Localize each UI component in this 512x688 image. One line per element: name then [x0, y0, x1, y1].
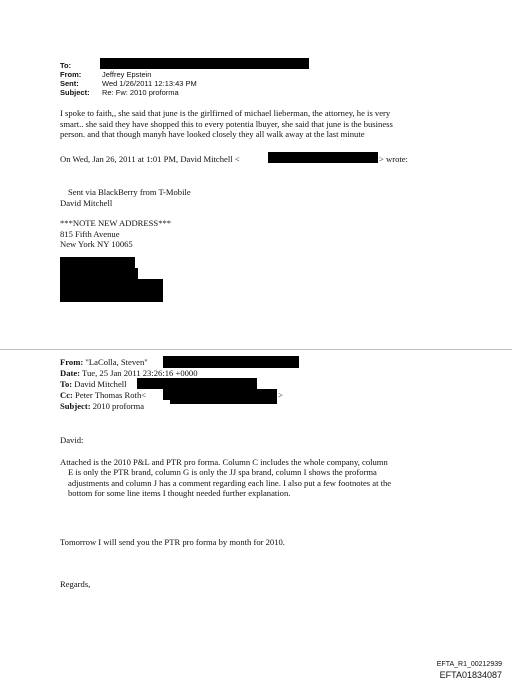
para1-line-2: E is only the PTR brand, column G is only the JJ spa brand, column I shows the proforma — [68, 467, 377, 478]
closing: Regards, — [60, 579, 91, 589]
para1-line-4: bottom for some line items I thought needed further explanation. — [68, 488, 291, 499]
section-divider — [0, 349, 512, 350]
bates-number-2: EFTA01834087 — [439, 670, 502, 680]
quote-intro-prefix: On Wed, Jan 26, 2011 at 1:01 PM, David Mitchell < — [60, 154, 240, 164]
address-street: 815 Fifth Avenue — [60, 228, 120, 239]
fwd-to-label: To: — [60, 379, 73, 389]
address-note: ***NOTE NEW ADDRESS*** — [60, 218, 172, 229]
redaction-sender-email — [268, 152, 378, 163]
reply-line-3: person. and that though manyh have looked closely they all walk away at the last minute — [60, 129, 365, 140]
subject-value: Re: Fw: 2010 proforma — [102, 88, 179, 97]
reply-body — [60, 108, 500, 140]
fwd-cc-value: Peter Thomas Roth< — [75, 390, 147, 400]
from-label: From: — [60, 70, 82, 79]
reply-line-2: smart.. she said they have shopped this to every potentia lbuyer, she said that june is the business — [60, 118, 393, 129]
salutation: David: — [60, 435, 84, 445]
fwd-date-label: Date: — [60, 368, 81, 378]
sent-via-text: Sent via BlackBerry from T-Mobile — [68, 187, 191, 197]
sent-value: Wed 1/26/2011 12:13:43 PM — [102, 79, 197, 88]
subject-label: Subject: — [60, 88, 90, 97]
to-label: To: — [60, 61, 72, 70]
signature-name: David Mitchell — [60, 197, 113, 208]
message-body — [60, 435, 500, 499]
para1-line-1: Attached is the 2010 P&L and PTR pro forma. Column C includes the whole company, column — [60, 456, 388, 467]
para2: Tomorrow I will send you the PTR pro forma by month for 2010. — [60, 537, 285, 547]
redaction-fwd-cc-2 — [170, 399, 277, 404]
bates-number-1: EFTA_R1_00212939 — [436, 661, 502, 668]
redaction-fwd-to — [137, 378, 257, 389]
fwd-subject-value: 2010 proforma — [92, 401, 145, 411]
fwd-cc-suffix: > — [278, 390, 283, 400]
redaction-signature-4 — [60, 291, 163, 302]
fwd-cc-label: Cc: — [60, 390, 73, 400]
fwd-date-value: Tue, 25 Jan 2011 23:26:16 +0000 — [82, 368, 198, 378]
fwd-subject-label: Subject: — [60, 401, 91, 411]
reply-line-1: I spoke to faith,, she said that june is the girlfirned of michael lieberman, the attorney, he is very — [60, 108, 391, 118]
para1-line-3: adjustments and column J has a comment regarding each line. I also put a few footnotes at the — [68, 477, 392, 488]
address-city: New York NY 10065 — [60, 239, 133, 250]
redaction-fwd-from — [163, 356, 299, 368]
fwd-to-value: David Mitchell — [74, 379, 127, 389]
signature-block — [60, 187, 360, 250]
from-value: Jeffrey Epstein — [102, 70, 152, 79]
quote-intro-suffix: > wrote: — [379, 154, 408, 164]
fwd-from-value: "LaColla, Steven" — [85, 357, 148, 367]
sent-label: Sent: — [60, 79, 79, 88]
fwd-from-label: From: — [60, 357, 84, 367]
redaction-to — [100, 58, 309, 69]
